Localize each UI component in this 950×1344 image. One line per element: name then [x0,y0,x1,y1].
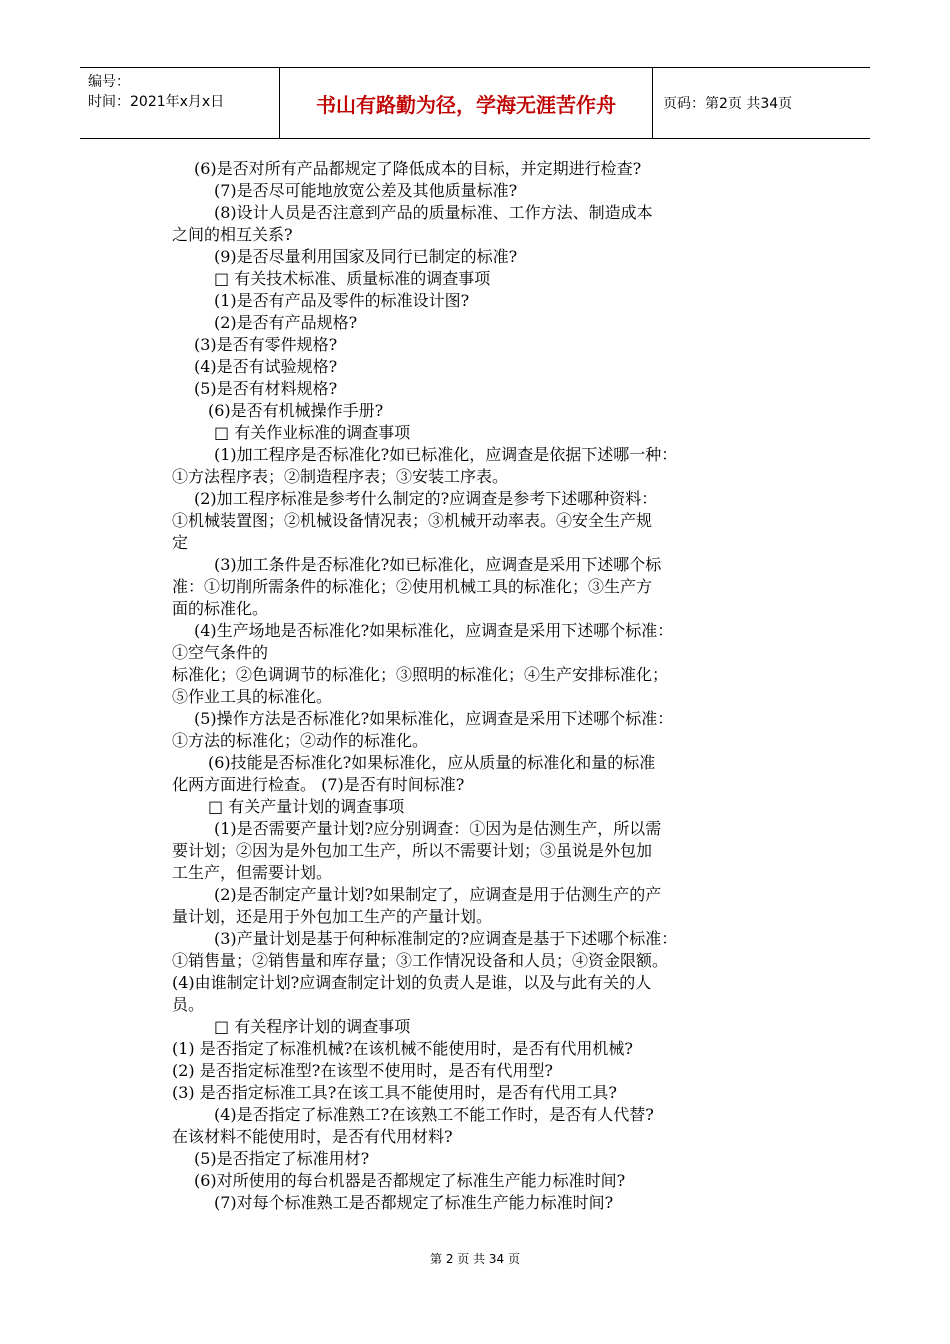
text-line: (4)生产场地是否标准化?如果标准化，应调查是采用下述哪个标准： [194,621,674,640]
page-footer: 第 2 页 共 34 页 [430,1252,520,1266]
text-line: (6)技能是否标准化?如果标准化，应从质量的标准化和量的标准 [208,753,656,772]
text-line: (7)是否尽可能地放宽公差及其他质量标准? [214,181,518,200]
text-line: □ 有关程序计划的调查事项 [214,1017,411,1036]
text-line: 定 [172,533,189,552]
text-line: (5)操作方法是否标准化?如果标准化，应调查是采用下述哪个标准： [194,709,674,728]
text-line: (3) 是否指定标准工具?在该工具不能使用时，是否有代用工具? [172,1083,617,1102]
text-line: (1) 是否指定了标准机械?在该机械不能使用时，是否有代用机械? [172,1039,633,1058]
text-line: (7)对每个标准熟工是否都规定了标准生产能力标准时间? [214,1193,614,1212]
text-line: ⑤作业工具的标准化。 [172,687,333,706]
text-line: (1)是否需要产量计划?应分别调查：①因为是估测生产，所以需 [214,819,662,838]
header-meta [80,68,280,138]
page-info: 页码：第2页 共34页 [663,96,793,112]
text-line: (8)设计人员是否注意到产品的质量标准、工作方法、制造成本 [214,203,653,222]
text-line: 在该材料不能使用时，是否有代用材料? [172,1127,453,1146]
text-line: (1)加工程序是否标准化?如已标准化，应调查是依据下述哪一种： [214,445,678,464]
number-label: 编号： [88,74,130,90]
text-line: ①空气条件的 [172,643,269,662]
text-line: ①机械装置图；②机械设备情况表；③机械开动率表。④安全生产规 [172,511,653,530]
text-line: □ 有关技术标准、质量标准的调查事项 [214,269,491,288]
text-line: (6)是否有机械操作手册? [208,401,384,420]
text-line: □ 有关作业标准的调查事项 [214,423,411,442]
text-line: ①方法的标准化；②动作的标准化。 [172,731,429,750]
text-line: (4)是否指定了标准熟工?在该熟工不能工作时，是否有人代替? [214,1105,654,1124]
text-line: (3)是否有零件规格? [194,335,338,354]
text-line: (3)产量计划是基于何种标准制定的?应调查是基于下述哪个标准： [214,929,678,948]
text-line: (4)由谁制定计划?应调查制定计划的负责人是谁，以及与此有关的人 [172,973,652,992]
text-line: (2)是否制定产量计划?如果制定了，应调查是用于估测生产的产 [214,885,662,904]
document-body [172,158,762,1214]
text-line: 要计划；②因为是外包加工生产，所以不需要计划；③虽说是外包加 [172,841,653,860]
text-line: 员。 [172,995,205,1014]
text-line: (4)是否有试验规格? [194,357,338,376]
text-line: □ 有关产量计划的调查事项 [208,797,405,816]
text-line: (2)加工程序标准是参考什么制定的?应调查是参考下述哪种资料： [194,489,658,508]
text-line: (5)是否指定了标准用材? [194,1149,370,1168]
text-line: (6)对所使用的每台机器是否都规定了标准生产能力标准时间? [194,1171,626,1190]
text-line: (1)是否有产品及零件的标准设计图? [214,291,470,310]
page-header [80,67,870,139]
text-line: (5)是否有材料规格? [194,379,338,398]
text-line: (2) 是否指定标准型?在该型不使用时，是否有代用型? [172,1061,553,1080]
text-line: ①方法程序表；②制造程序表；③安装工序表。 [172,467,509,486]
text-line: 面的标准化。 [172,599,269,618]
text-line: ①销售量；②销售量和库存量；③工作情况设备和人员；④资金限额。 [172,951,669,970]
text-line: (3)加工条件是否标准化?如已标准化，应调查是采用下述哪个标 [214,555,662,574]
text-line: (6)是否对所有产品都规定了降低成本的目标，并定期进行检查? [194,159,642,178]
text-line: 标准化；②色调调节的标准化；③照明的标准化；④生产安排标准化； [172,665,669,684]
text-line: 工生产，但需要计划。 [172,863,333,882]
text-line: (2)是否有产品规格? [214,313,358,332]
text-line: 化两方面进行检查。 (7)是否有时间标准? [172,775,465,794]
text-line: 准：①切削所需条件的标准化；②使用机械工具的标准化；③生产方 [172,577,653,596]
text-line: 量计划，还是用于外包加工生产的产量计划。 [172,907,493,926]
text-line: (9)是否尽量利用国家及同行已制定的标准? [214,247,518,266]
motto: 书山有路勤为径，学海无涯苦作舟 [280,68,653,138]
text-line: 之间的相互关系? [172,225,293,244]
time-label: 时间：2021年x月x日 [88,94,225,110]
